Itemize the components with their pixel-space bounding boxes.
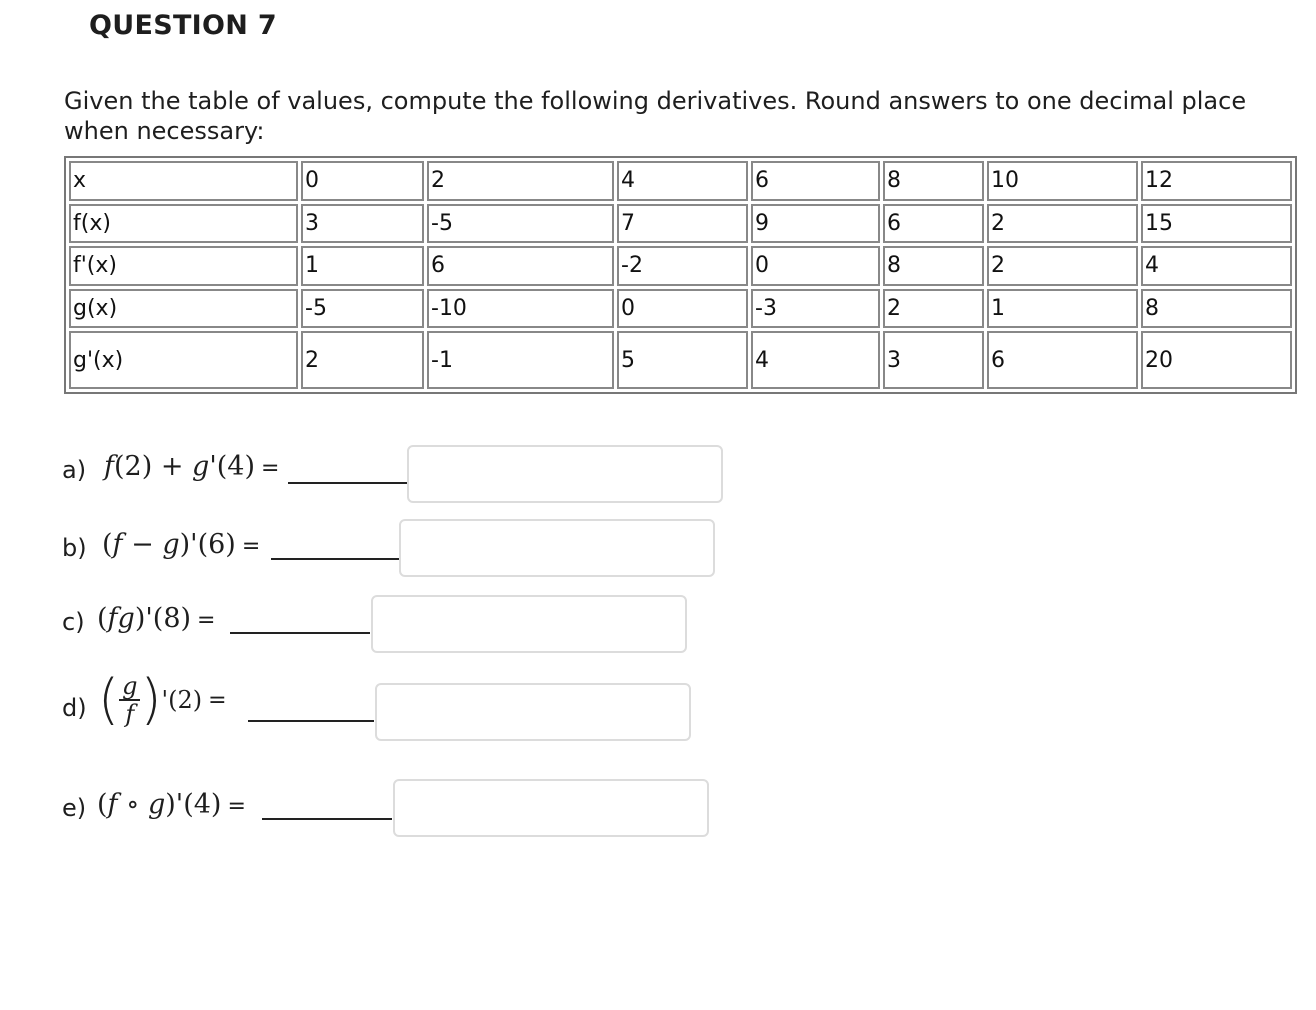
question-a-expression — [104, 451, 279, 482]
value-cell: -2 — [617, 246, 748, 286]
value-cell: 5 — [617, 331, 748, 389]
value-cell: 8 — [883, 161, 984, 201]
value-cell: 4 — [751, 331, 880, 389]
row-header-cell: f'(x) — [69, 246, 298, 286]
answer-input-c[interactable] — [371, 595, 687, 653]
value-cell: -3 — [751, 289, 880, 329]
answer-underline — [230, 632, 370, 634]
equals-sign: = — [241, 534, 261, 559]
function-f: f — [104, 451, 114, 482]
fraction-denominator: f — [125, 700, 135, 728]
row-header-cell: g(x) — [69, 289, 298, 329]
expr-part: '(4) — [209, 451, 256, 482]
answer-underline — [288, 482, 408, 484]
function-f: f — [112, 529, 123, 560]
expr-part: − — [122, 529, 163, 560]
fraction-numerator: g — [119, 673, 140, 701]
equals-sign: = — [261, 456, 280, 481]
value-cell: 8 — [1141, 289, 1292, 329]
answer-underline — [262, 818, 392, 820]
value-cell: 9 — [751, 204, 880, 244]
table-row — [69, 204, 1292, 244]
value-cell: 6 — [427, 246, 614, 286]
left-paren: ( — [98, 668, 120, 731]
expr-part: ( — [102, 529, 113, 560]
value-cell: -10 — [427, 289, 614, 329]
value-cell: 0 — [617, 289, 748, 329]
expr-part: ( — [97, 789, 108, 820]
expr-part: )'(6) — [179, 529, 236, 560]
equals-sign: = — [227, 794, 246, 819]
answer-input-a[interactable] — [407, 445, 723, 503]
right-paren: ) — [140, 668, 162, 731]
value-cell: 20 — [1141, 331, 1292, 389]
function-g: g — [147, 789, 166, 820]
value-cell: 2 — [883, 289, 984, 329]
value-cell: 3 — [301, 204, 424, 244]
question-heading: QUESTION 7 — [89, 10, 277, 41]
value-cell: 12 — [1141, 161, 1292, 201]
value-cell: -1 — [427, 331, 614, 389]
table-row — [69, 246, 1292, 286]
table-row — [69, 289, 1292, 329]
value-cell: 0 — [751, 246, 880, 286]
question-d-label: d) — [62, 694, 87, 722]
value-cell: -5 — [427, 204, 614, 244]
value-cell: 1 — [301, 246, 424, 286]
value-cell: 7 — [617, 204, 748, 244]
function-f: f — [107, 789, 118, 820]
value-cell: 3 — [883, 331, 984, 389]
value-cell: 6 — [987, 331, 1138, 389]
question-c-label: c) — [62, 608, 85, 636]
row-header-cell: f(x) — [69, 204, 298, 244]
value-cell: 4 — [617, 161, 748, 201]
value-cell: 4 — [1141, 246, 1292, 286]
fraction-g-over-f — [119, 673, 140, 727]
question-e-expression — [97, 789, 246, 820]
expr-part: )'(8) — [134, 603, 192, 634]
table-row — [69, 161, 1292, 201]
value-cell: 15 — [1141, 204, 1292, 244]
row-header-cell: g'(x) — [69, 331, 298, 389]
equals-sign: = — [208, 687, 227, 713]
question-b-expression — [102, 529, 260, 560]
function-fg: fg — [107, 603, 135, 634]
answer-underline — [248, 720, 374, 722]
value-cell: 1 — [987, 289, 1138, 329]
values-table — [64, 156, 1297, 394]
value-cell: 0 — [301, 161, 424, 201]
value-cell: -5 — [301, 289, 424, 329]
function-g: g — [192, 451, 210, 482]
expr-part: '(2) — [161, 686, 203, 714]
value-cell: 2 — [301, 331, 424, 389]
question-e-label: e) — [62, 794, 87, 822]
value-cell: 10 — [987, 161, 1138, 201]
value-cell: 2 — [427, 161, 614, 201]
function-g: g — [162, 529, 180, 560]
equals-sign: = — [197, 608, 216, 633]
value-cell: 8 — [883, 246, 984, 286]
question-d-expression — [98, 670, 227, 730]
instructions: Given the table of values, compute the following derivatives. Round answers to one decimal place when necessary: — [64, 87, 1247, 145]
answer-input-d[interactable] — [375, 683, 691, 741]
composition-operator: ∘ — [117, 789, 148, 820]
value-cell: 2 — [987, 246, 1138, 286]
question-c-expression — [97, 603, 215, 634]
expr-part: (2) + — [114, 451, 193, 482]
question-b-label: b) — [62, 534, 87, 562]
answer-input-e[interactable] — [393, 779, 709, 837]
row-header-cell: x — [69, 161, 298, 201]
value-cell: 6 — [883, 204, 984, 244]
value-cell: 6 — [751, 161, 880, 201]
table-row — [69, 331, 1292, 389]
answer-input-b[interactable] — [399, 519, 715, 577]
question-a-label: a) — [62, 456, 87, 484]
expr-part: ( — [97, 603, 108, 634]
answer-underline — [271, 558, 399, 560]
value-cell: 2 — [987, 204, 1138, 244]
expr-part: )'(4) — [165, 789, 222, 820]
